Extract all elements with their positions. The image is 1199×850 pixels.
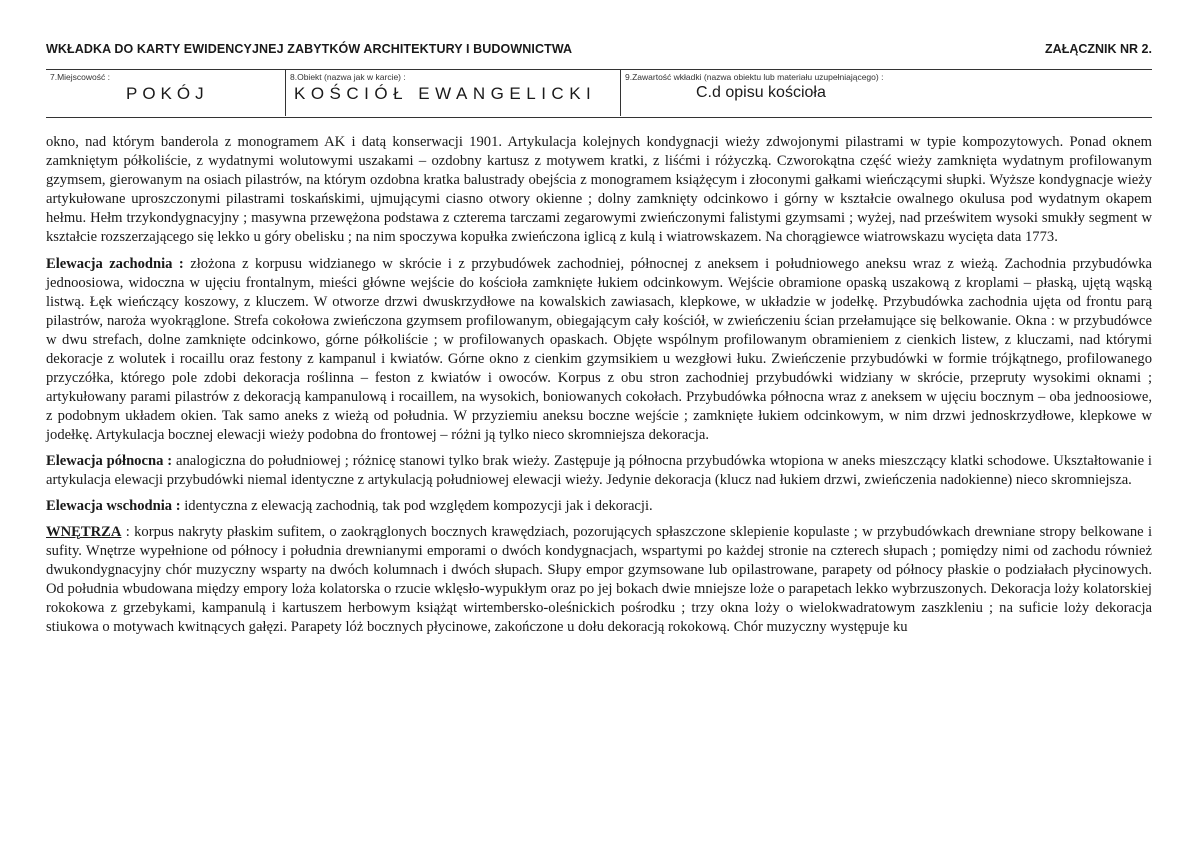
paragraph-tower [46, 133, 1152, 247]
object-label: 8.Obiekt (nazwa jak w karcie) : [290, 72, 406, 82]
header-rule-bottom [46, 117, 1152, 118]
form-fields [46, 70, 1152, 116]
west-elevation-heading: Elewacja zachodnia : [46, 256, 184, 272]
content-field [620, 70, 1153, 116]
document-title: WKŁADKA DO KARTY EWIDENCYJNEJ ZABYTKÓW ARCHITEKTURY I BUDOWNICTWA [46, 42, 573, 56]
locality-label: 7.Miejscowość : [50, 72, 110, 82]
paragraph-north-elevation [46, 452, 1152, 490]
object-value: KOŚCIÓŁ EWANGELICKI [294, 84, 597, 103]
object-field [285, 70, 619, 116]
annex-number: ZAŁĄCZNIK NR 2. [1045, 42, 1152, 56]
west-elevation-text: złożona z korpusu widzianego w skrócie i z przybudówek zachodniej, północnej z aneksem i południowego aneksu wraz z wieżą. Zachodnia przybudówka jednoosiowa, widoczna w ujęciu frontalnym, mieści główne wejście do kościoła zamknięte łukiem odcinkowym. Wejście obramione opaską uszakową z kroplami – płaską, ujętą wąską listwą. Łęk wieńczący koszowy, z kluczem. W otworze drzwi dwuskrzydłowe na kowalskich zawiasach, klepkowe, w układzie w jodełkę. Przybudówka zachodnia ujęta od frontu parą pilastrów, naroża wyokrąglone. Strefa cokołowa zwieńczona gzymsem profilowanym, obiegającym cały kościół, w zwieńczeniu ścian przełamujące się belkowanie. Okna : w przybudówce w dwu strefach, dolne zamknięte odcinkowo, górne półkoliście ; w profilowanych opaskach. Objęte wspólnym profilowanym obramieniem z cienkich listew, z kluczami, nad którymi dekoracje z wolutek i rocaillu oraz festony z kampanul i kwiatów. Górne okno z cienkim gzymsikiem u wezgłowi łuku. Zwieńczenie przybudówki w formie trójkątnego, profilowanego przyczółka, którego pole zdobi dekoracja roślinna – feston z kwiatów i owoców. Korpus z obu stron zachodniej przybudówki widziany w skrócie, przepruty wysokimi oknami ; artykułowany parami pilastrów z dekoracją kampanulową i rocaillem, na wysokich, boniowanych cokołach. Przybudówka północna wraz z aneksem w ujęciu bocznym – oba jednoosiowe, z podobnym układem okien. Tak samo aneks z wieżą od południa. W przyziemiu aneksu boczne wejście ; zamknięte łukiem odcinkowym, w nim drzwi jednoskrzydłowe, klepkowe w jodełkę. Artykulacja bocznej elewacji wieży podobna do frontowej – różni ją tylko nieco skromniejsza dekoracja. [46, 256, 1152, 443]
east-elevation-text: identyczna z elewacją zachodnią, tak pod względem kompozycji jak i dekoracji. [180, 498, 653, 514]
content-label: 9.Zawartość wkładki (nazwa obiektu lub materiału uzupełniającego) : [625, 72, 884, 82]
interiors-text: : korpus nakryty płaskim sufitem, o zaokrąglonych bocznych krawędziach, pozorujących spłaszczone sklepienie kopulaste ; w przybudówkach drewniane stropy belkowane i sufity. Wnętrze wypełnione od północy i południa drewnianymi emporami o dwóch kondygnacjach, wspartymi po każdej stronie na czterech słupach ; pomiędzy nimi od zachodu również dwukondygnacyjny chór muzyczny wsparty na dwóch kolumnach i dwóch słupach. Słupy empor gzymsowane lub opilastrowane, parapety od północy płaskie o podziałach płycinowych. Od południa wbudowana między empory loża kolatorska o rzucie wklęsło-wypukłym oraz po jej bokach dwie mniejsze loże o parapetach lekko wybrzuszonych. Dekoracja loży kolatorskiej rokokowa z grzebykami, kampanulą i kartuszem herbowym książąt wirtembersko-oleśnickich pośrodku ; trzy okna loży o wielokwadratowym zaszkleniu ; na suficie loży dekoracja stiukowa o motywach kwitnących gałęzi. Parapety lóż bocznych płycinowe, zakończone u dołu dekoracją rokokową. Chór muzyczny występuje ku [46, 524, 1152, 635]
paragraph-interiors [46, 523, 1152, 637]
document-body [46, 133, 1152, 644]
paragraph-tower-text: okno, nad którym banderola z monogramem AK i datą konserwacji 1901. Artykulacja kolejnych kondygnacji wieży zdwojonymi pilastrami w typie kompozytowych. Ponad oknem zamkniętym półkoliście, z wydatnymi wolutowymi uszakami – ozdobny kartusz z motywem kratki, z liśćmi i różyczką. Czworokątna część wieży zamknięta wydatnym profilowanym gzymsem, gierowanym na osiach pilastrów, na którym ozdobna kratka balustrady obejścia z monogramem książęcym i złoconymi gałkami wieńczącymi słupki. Wyższe kondygnacje wieży artykułowane uproszczonymi pilastrami toskańskimi, ujmującymi ciasno otwory okienne ; dolny zamknięty odcinkowo i górny w kształcie owalnego okulusa pod wydatnym okapem hełmu. Hełm trzykondygnacyjny ; masywna przewężona podstawa z czterema tarczami zegarowymi zwieńczonymi falistymi gzymsami ; wyżej, nad prześwitem wysoki smukły segment w kształcie rozszerzającego się lekko u góry obelisku ; na nim spoczywa kopułka zwieńczona iglicą z kulą i wiatrowskazem. Na chorągiewce wiatrowskazu wycięta data 1773. [46, 134, 1152, 245]
north-elevation-text: analogiczna do południowej ; różnicę stanowi tylko brak wieży. Zastępuje ją północna przybudówka wtopiona w aneks mieszczący klatki schodowe. Ukształtowanie i artykulacja elewacji przybudówki niemal identyczne z artykulacją południowej elewacji wieży. Jedynie dekoracja (klucz nad łukiem drzwi, zwieńczenia nadokienne) nieco skromniejsza. [46, 453, 1152, 488]
north-elevation-heading: Elewacja północna : [46, 453, 173, 469]
paragraph-east-elevation [46, 497, 1152, 516]
document-header [46, 42, 1152, 60]
paragraph-west-elevation [46, 255, 1152, 445]
interiors-heading: WNĘTRZA [46, 524, 122, 540]
content-value: C.d opisu kościoła [696, 84, 826, 101]
east-elevation-heading: Elewacja wschodnia : [46, 498, 181, 514]
locality-field [46, 70, 282, 116]
locality-value: POKÓJ [126, 84, 209, 103]
